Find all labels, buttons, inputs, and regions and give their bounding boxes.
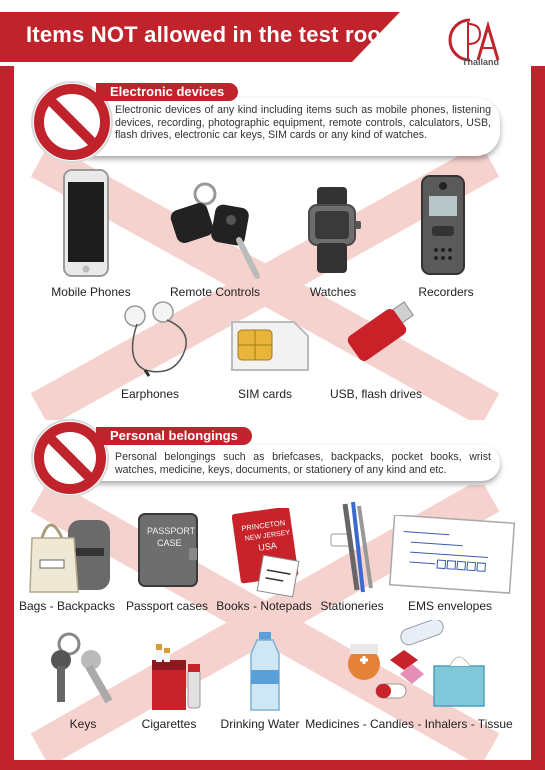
item-label-sim-cards: SIM cards [237,387,293,401]
keys-icon [45,630,135,712]
item-label-recorders: Recorders [418,285,474,299]
item-label-drinking-water: Drinking Water [220,717,300,731]
item-label-keys: Keys [69,717,97,731]
car-remote-icon [165,180,265,280]
section-title-personal: Personal belongings [96,427,252,445]
smartwatch-icon [305,187,365,277]
voice-recorder-icon [418,172,468,278]
item-label-cigarettes: Cigarettes [141,717,197,731]
frame-right [531,0,545,770]
item-label-watches: Watches [309,285,357,299]
pens-icon [323,500,379,596]
sim-card-icon [230,320,310,372]
item-label-earphones: Earphones [120,387,180,401]
electronic-description: Electronic devices of any kind including items such as mobile phones, listening devices, recording, photographic equipment, remote controls, calculators, USB, flash drives, electronic car keys, SIM cards or any kind of watches. [115,104,491,141]
page-title: Items NOT allowed in the test room [26,22,401,47]
item-label-bags-backpacks: Bags - Backpacks [18,599,116,613]
mobile-phone-icon [62,168,110,278]
personal-description: Personal belongings such as briefcases, backpacks, pocket books, wrist watches, medicine, keys, documents, or stationery of any kind and etc. [115,451,491,476]
envelope-icon [388,515,516,595]
svg-text:PASSPORT: PASSPORT [147,526,196,536]
frame-left [0,0,14,770]
logo-subtitle: Thailand [462,57,500,67]
water-bottle-icon [245,630,285,714]
item-label-medicines: Medicines - Candies - Inhalers - Tissue [305,717,513,731]
cigarettes-icon [148,640,203,712]
bag-backpack-icon [28,508,114,594]
item-label-remote-controls: Remote Controls [169,285,261,299]
medicines-icon [340,620,500,712]
item-label-books-notepads: Books - Notepads [216,599,312,613]
book-notepad-icon [232,508,300,598]
svg-text:USA: USA [257,540,278,553]
item-label-ems-envelopes: EMS envelopes [407,599,493,613]
item-label-usb-flash-drives: USB, flash drives [329,387,423,401]
frame-bottom [0,760,545,770]
svg-text:PRINCETON: PRINCETON [240,518,286,534]
passport-case-icon [137,512,199,588]
item-label-mobile-phones: Mobile Phones [51,285,131,299]
section-title-electronic: Electronic devices [96,83,238,101]
svg-text:CASE: CASE [157,538,182,548]
svg-text:NEW JERSEY: NEW JERSEY [244,529,291,543]
earphones-icon [115,300,195,378]
item-label-passport-cases: Passport cases [125,599,209,613]
usb-drive-icon [345,300,425,370]
item-label-stationeries: Stationeries [320,599,384,613]
